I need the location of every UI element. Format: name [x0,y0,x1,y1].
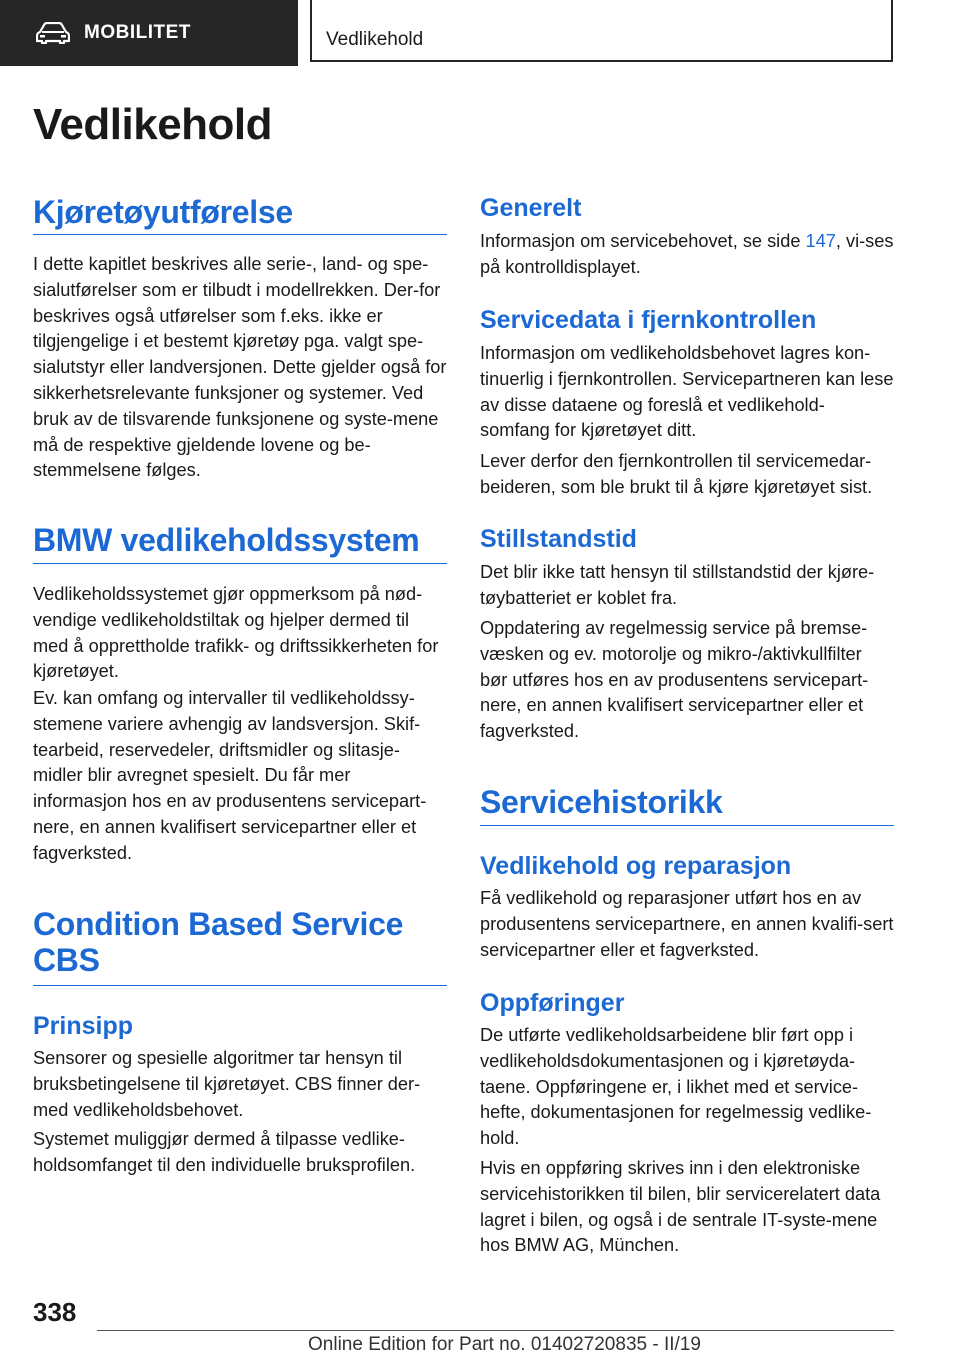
paragraph-principle-2: Systemet muliggjør dermed å tilpasse vedlike-holdsomfanget til den individuelle bruksprofilen. [33,1129,416,1175]
heading-service-history: Servicehistorikk [480,784,723,820]
paragraph-maintenance: Få vedlikehold og reparasjoner utført hos en av produsentens servicepartnere, en annen kvalifi-sert servicepartner eller et fagverksted. [480,888,894,960]
heading-entries: Oppføringer [480,989,625,1017]
heading-vehicle-version: Kjøretøyutførelse [33,194,293,230]
heading-rule [33,563,447,564]
heading-standstill: Stillstandstid [480,525,637,553]
car-icon [36,22,70,44]
paragraph-standstill-2: Oppdatering av regelmessig service på bremse-væsken og ev. motorolje og mikro-/aktivkullfilter bør utføres hos en av produsentens servicepart-nere, en annen kvalifisert servicepartner eller et fagverksted. [480,618,869,742]
page-title: Vedlikehold [33,100,273,149]
paragraph-entries-1: De utførte vedlikeholdsarbeidene blir ført opp i vedlikeholdsdokumentasjonen og i kjøretøyda-taene. Oppføringene er, i likhet med et service-hefte, dokumentasjonen for regelmessig vedlike-hold. [480,1025,872,1149]
paragraph-general [480,229,894,281]
heading-rule [33,234,447,235]
heading-servicedata-remote: Servicedata i fjernkontrollen [480,306,817,334]
heading-maintenance-repair: Vedlikehold og reparasjon [480,852,792,880]
paragraph-standstill-1: Det blir ikke tatt hensyn til stillstandstid der kjøre-tøybatteriet er koblet fra. [480,562,875,608]
paragraph-servicedata-1: Informasjon om vedlikeholdsbehovet lagres kon-tinuerlig i fjernkontrollen. Servicepartneren kan lese av disse dataene og foreslå et vedlikehold-somfang for kjøretøyet ditt. [480,343,894,441]
paragraph-general-text-end: , vi-ses på kontrolldisplayet. [480,231,894,277]
footer-edition: Online Edition for Part no. 01402720835 - II/19 [308,1334,701,1355]
chapter-tab[interactable] [310,0,893,62]
paragraph-general-text: Informasjon om servicebehovet, se side [480,231,806,251]
footer-rule [97,1330,894,1331]
heading-principle: Prinsipp [33,1012,134,1040]
heading-cbs-line2: CBS [33,942,100,978]
page-number: 338 [33,1297,77,1327]
heading-rule [480,825,894,826]
paragraph-servicedata-2: Lever derfor den fjernkontrollen til servicemedar-beideren, som ble brukt til å kjøre kjøretøyet sist. [480,451,873,497]
heading-rule [33,985,447,986]
paragraph-vehicle-version: I dette kapitlet beskrives alle serie-, land- og spe-sialutførelser som er tilbudt i modellrekken. Der-for beskrives også utførelser som f.eks. ikke er tilgjengelige i et bestemt kjøretøy pga. valgt spe-sialutstyr eller landversjonen. Dette gjelder også for sikkerhetsrelevante funksjoner og systemer. Ved bruk av de tilsvarende funksjonene og syste-mene må de respektive gjeldende lovene og be-stemmelsene følges. [33,254,447,481]
paragraph-principle-1: Sensorer og spesielle algoritmer tar hensyn til bruksbetingelsene til kjøretøyet. CBS finner der-med vedlikeholdsbehovet. [33,1048,421,1120]
heading-general: Generelt [480,194,582,222]
paragraph-entries-2: Hvis en oppføring skrives inn i den elektroniske servicehistorikken til bilen, blir servicerelatert data lagret i bilen, og også i de sentrale IT-syste-mene hos BMW AG, München. [480,1158,881,1256]
heading-bmw-maintenance-system: BMW vedlikeholdssystem [33,522,420,558]
section-tab-label: MOBILITET [84,22,191,43]
chapter-tab-label: Vedlikehold [326,29,424,50]
paragraph-bmw-1: Vedlikeholdssystemet gjør oppmerksom på nød-vendige vedlikeholdstiltak og hjelper dermed til med å opprettholde trafikk- og driftssikkerheten for kjøretøyet. [33,584,439,682]
page-header [0,0,960,66]
page-reference-link[interactable]: 147 [805,231,836,251]
paragraph-bmw-2: Ev. kan omfang og intervaller til vedlikeholdssy-stemene variere avhengig av landsversjon. Skif-tearbeid, reservedeler, driftsmidler og slitasje-midler blir avregnet spesielt. Du får mer informasjon hos en av produsentens servicepart-nere, en annen kvalifisert servicepartner eller et fagverksted. [33,688,427,863]
section-tab[interactable] [0,0,298,66]
heading-cbs-line1: Condition Based Service [33,906,404,942]
